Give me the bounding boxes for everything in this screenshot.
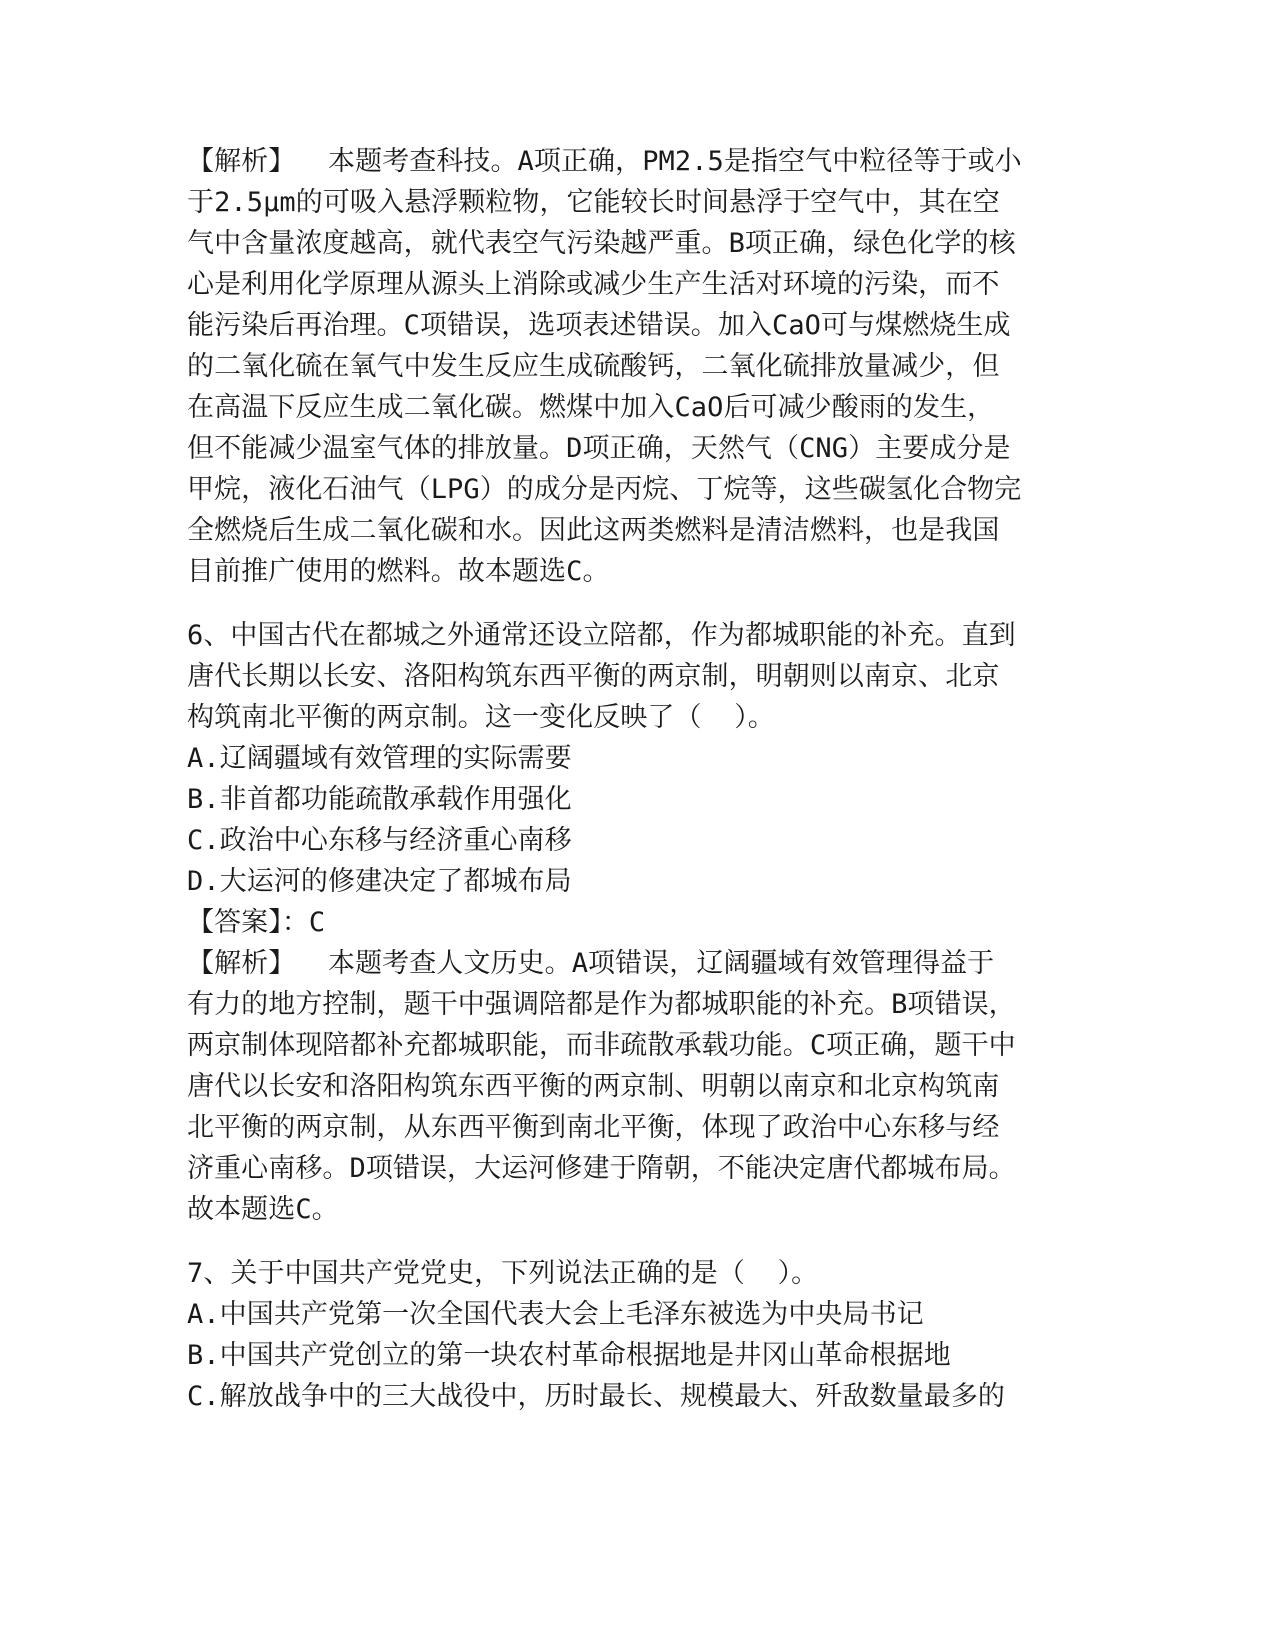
question-7-line-1: 7、关于中国共产党党史，下列说法正确的是（ ）。 xyxy=(187,1258,819,1289)
analysis-5-line-8: 但不能减少温室气体的排放量。D项正确，天然气（CNG）主要成分是 xyxy=(187,433,1011,464)
analysis-6-line-7: 故本题选C。 xyxy=(187,1194,339,1225)
analysis-5-line-4: 心是利用化学原理从源头上消除或减少生产生活对环境的污染，而不 xyxy=(187,269,1000,300)
question-6-line-1: 6、中国古代在都城之外通常还设立陪都，作为都城职能的补充。直到 xyxy=(187,620,1016,651)
question-6-option-d: D.大运河的修建决定了都城布局 xyxy=(187,866,572,897)
analysis-5-line-10: 全燃烧后生成二氧化碳和水。因此这两类燃料是清洁燃料，也是我国 xyxy=(187,515,1000,546)
question-6-line-3: 构筑南北平衡的两京制。这一变化反映了（ ）。 xyxy=(187,702,775,733)
question-6-line-2: 唐代长期以长安、洛阳构筑东西平衡的两京制，明朝则以南京、北京 xyxy=(187,661,1000,692)
question-6-option-b: B.非首都功能疏散承载作用强化 xyxy=(187,784,572,815)
analysis-5-line-9: 甲烷，液化石油气（LPG）的成分是丙烷、丁烷等，这些碳氢化合物完 xyxy=(187,474,1022,505)
analysis-5-line-5: 能污染后再治理。C项错误，选项表述错误。加入CaO可与煤燃烧生成 xyxy=(187,310,1011,341)
analysis-6-line-2: 有力的地方控制，题干中强调陪都是作为都城职能的补充。B项错误， xyxy=(187,989,1016,1020)
question-7-option-a: A.中国共产党第一次全国代表大会上毛泽东被选为中央局书记 xyxy=(187,1299,924,1330)
analysis-6-line-3: 两京制体现陪都补充都城职能，而非疏散承载功能。C项正确，题干中 xyxy=(187,1030,1016,1061)
analysis-6-line-4: 唐代以长安和洛阳构筑东西平衡的两京制、明朝以南京和北京构筑南 xyxy=(187,1071,1000,1102)
analysis-5-line-11: 目前推广使用的燃料。故本题选C。 xyxy=(187,556,610,587)
question-6-answer: 【答案】：C xyxy=(187,907,326,938)
question-6-option-a: A.辽阔疆域有效管理的实际需要 xyxy=(187,743,572,774)
analysis-5-line-6: 的二氧化硫在氧气中发生反应生成硫酸钙，二氧化硫排放量减少，但 xyxy=(187,351,1000,382)
analysis-6-line-5: 北平衡的两京制，从东西平衡到南北平衡，体现了政治中心东移与经 xyxy=(187,1112,1000,1143)
question-6-option-c: C.政治中心东移与经济重心南移 xyxy=(187,825,572,856)
analysis-5-line-3: 气中含量浓度越高，就代表空气污染越严重。B项正确，绿色化学的核 xyxy=(187,228,1016,259)
analysis-6-line-1: 【解析】 本题考查人文历史。A项错误，辽阔疆域有效管理得益于 xyxy=(187,948,995,979)
analysis-6-line-6: 济重心南移。D项错误，大运河修建于隋朝，不能决定唐代都城布局。 xyxy=(187,1153,1016,1184)
analysis-5-line-2: 于2.5μm的可吸入悬浮颗粒物，它能较长时间悬浮于空气中，其在空 xyxy=(187,187,1000,218)
analysis-5-line-1: 【解析】 本题考查科技。A项正确，PM2.5是指空气中粒径等于或小 xyxy=(187,146,1022,177)
analysis-5-line-7: 在高温下反应生成二氧化碳。燃煤中加入CaO后可减少酸雨的发生， xyxy=(187,392,995,423)
question-7-option-c: C.解放战争中的三大战役中，历时最长、规模最大、歼敌数量最多的 xyxy=(187,1381,1005,1412)
question-7-option-b: B.中国共产党创立的第一块农村革命根据地是井冈山革命根据地 xyxy=(187,1340,951,1371)
